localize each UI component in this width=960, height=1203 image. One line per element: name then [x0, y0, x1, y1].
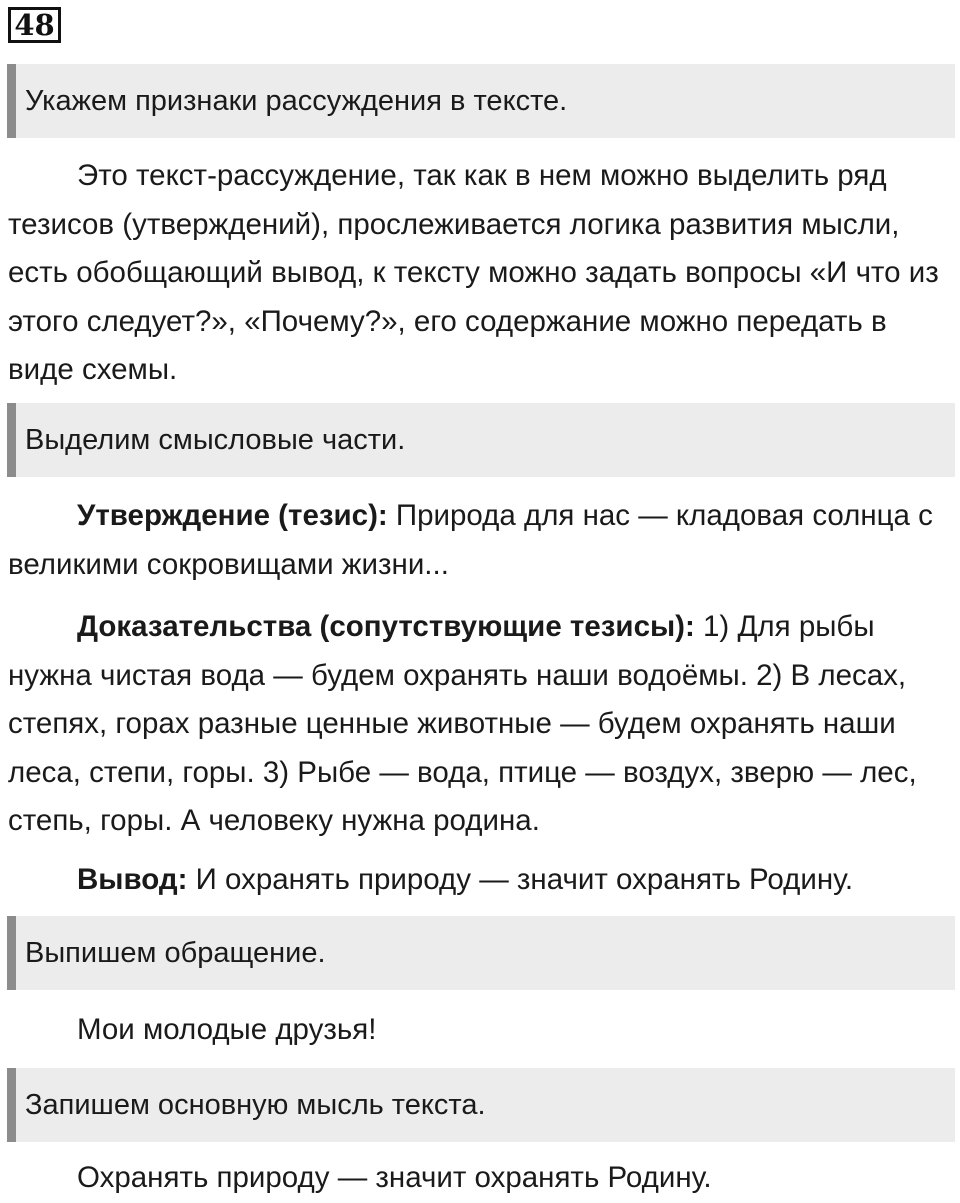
thesis-paragraph [8, 492, 953, 589]
section-header-text: Запишем основную мысль текста. [25, 1088, 486, 1121]
conclusion-label: Вывод: [77, 863, 188, 896]
proofs-paragraph [8, 603, 953, 846]
proofs-label: Доказательства (сопутствующие тезисы): [77, 610, 695, 643]
proofs-text: 1) Для рыбы нужна чистая вода — будем охранять наши водоёмы. 2) В лесах, степях, горах разные ценные животные — будем охранять наши леса, степи, горы. 3) Рыбе — вода, птице — воздух, зверю — лес, степь, горы. А человеку нужна родина. [8, 610, 917, 837]
task-number-box [8, 7, 61, 43]
reasoning-paragraph: Это текст-рассуждение, так как в нем можно выделить ряд тезисов (утверждений), прослеживается логика развития мысли, есть обобщающий вывод, к тексту можно задать вопросы «И что из этого следует?», «Почему?», его содержание можно передать в виде схемы. [8, 159, 939, 386]
address-paragraph: Мои молодые друзья! [77, 1013, 377, 1046]
thesis-text: Природа для нас — кладовая солнца с великими сокровищами жизни... [8, 499, 933, 581]
conclusion-text: И охранять природу — значит охранять Родину. [187, 863, 854, 896]
conclusion-paragraph [8, 856, 953, 905]
section-header-text: Укажем признаки рассуждения в тексте. [25, 84, 568, 117]
main-idea-paragraph: Охранять природу — значит охранять Родину. [77, 1161, 712, 1194]
section-header-reasoning [7, 64, 955, 138]
section-header-text: Выпишем обращение. [25, 936, 326, 969]
task-number: 48 [14, 7, 55, 42]
thesis-label: Утверждение (тезис): [77, 499, 388, 532]
section-header-text: Выделим смысловые части. [25, 423, 406, 456]
section-header-address [7, 916, 955, 990]
section-header-main-idea [7, 1068, 955, 1142]
section-header-parts [7, 403, 955, 477]
